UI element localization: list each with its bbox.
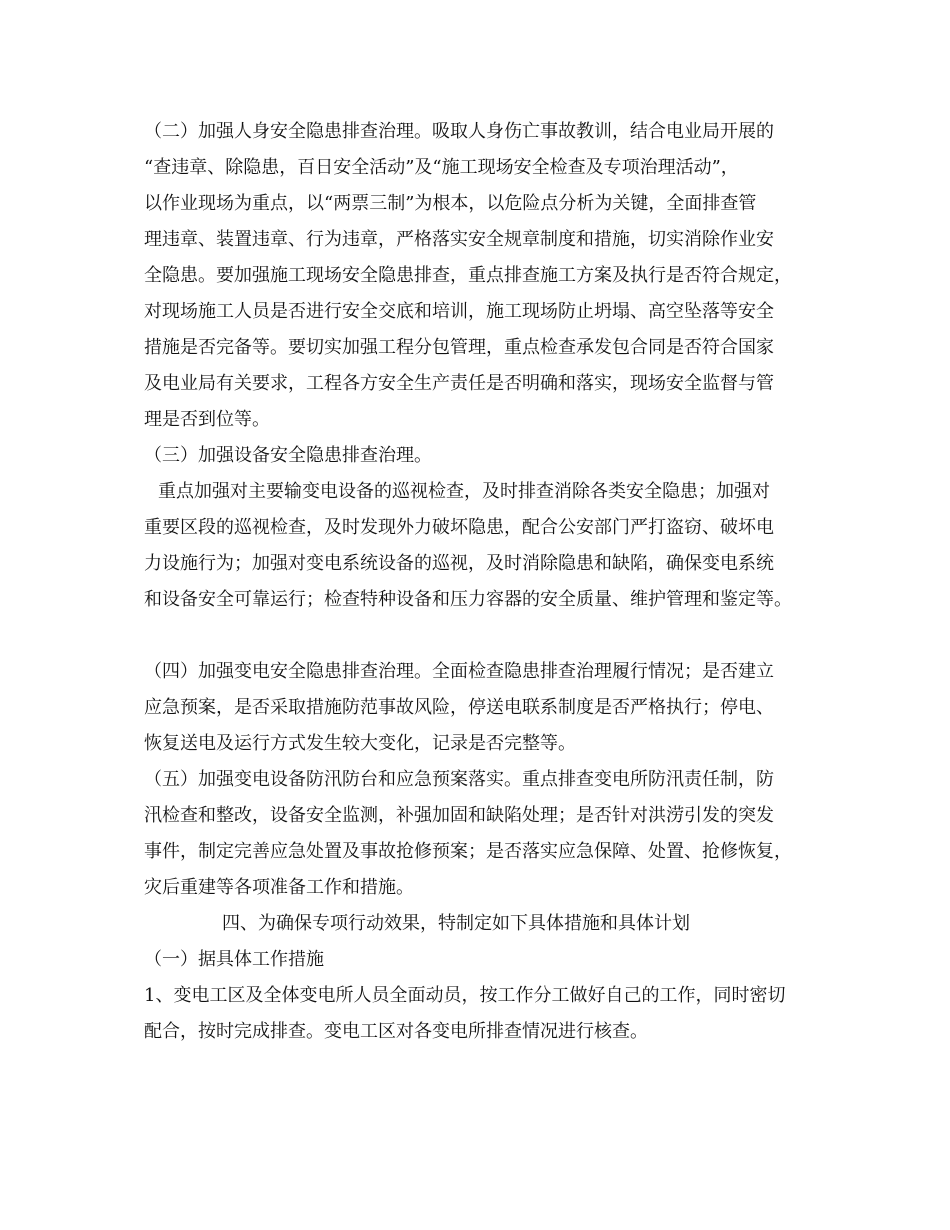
paragraph-line: 事件，制定完善应急处置及事故抢修预案；是否落实应急保障、处置、抢修恢复， bbox=[144, 841, 792, 862]
paragraph-line: 全隐患。要加强施工现场安全隐患排查，重点排查施工方案及执行是否符合规定， bbox=[144, 265, 792, 286]
paragraph-line: 恢复送电及运行方式发生较大变化，记录是否完整等。 bbox=[144, 733, 576, 754]
paragraph-line: （二）加强人身安全隐患排查治理。吸取人身伤亡事故教训，结合电业局开展的 bbox=[144, 121, 774, 142]
paragraph-line: 1、变电工区及全体变电所人员全面动员，按工作分工做好自己的工作，同时密切 bbox=[144, 985, 786, 1006]
section-title: 四、为确保专项行动效果，特制定如下具体措施和具体计划 bbox=[222, 913, 690, 934]
paragraph-spacer bbox=[144, 618, 812, 654]
paragraph-line: 对现场施工人员是否进行安全交底和培训，施工现场防止坍塌、高空坠落等安全 bbox=[144, 301, 774, 322]
paragraph-line: 及电业局有关要求，工程各方安全生产责任是否明确和落实，现场安全监督与管 bbox=[144, 373, 774, 394]
paragraph-line: 措施是否完备等。要切实加强工程分包管理，重点检查承发包合同是否符合国家 bbox=[144, 337, 774, 358]
section-heading: （三）加强设备安全隐患排查治理。 bbox=[144, 445, 432, 466]
paragraph-line: 力设施行为；加强对变电系统设备的巡视，及时消除隐患和缺陷，确保变电系统 bbox=[144, 553, 774, 574]
paragraph-line: 灾后重建等各项准备工作和措施。 bbox=[144, 877, 414, 898]
paragraph-line: 汛检查和整改，设备安全监测，补强加固和缺陷处理；是否针对洪涝引发的突发 bbox=[144, 805, 774, 826]
paragraph-line: 理违章、装置违章、行为违章，严格落实安全规章制度和措施，切实消除作业安 bbox=[144, 229, 774, 250]
paragraph-line: （五）加强变电设备防汛防台和应急预案落实。重点排查变电所防汛责任制，防 bbox=[144, 769, 774, 790]
paragraph-line: 以作业现场为重点，以“两票三制”为根本，以危险点分析为关键，全面排查管 bbox=[144, 193, 757, 214]
paragraph-line: 重点加强对主要输变电设备的巡视检查，及时排查消除各类安全隐患；加强对 bbox=[158, 481, 770, 502]
paragraph-line: 配合，按时完成排查。变电工区对各变电所排查情况进行核查。 bbox=[144, 1021, 648, 1042]
paragraph-line: （四）加强变电安全隐患排查治理。全面检查隐患排查治理履行情况；是否建立 bbox=[144, 661, 774, 682]
document-body bbox=[144, 114, 812, 1050]
paragraph-line: 理是否到位等。 bbox=[144, 409, 270, 430]
paragraph-line: “查违章、除隐患，百日安全活动”及“施工现场安全检查及专项治理活动”， bbox=[144, 157, 739, 178]
paragraph-line: 重要区段的巡视检查，及时发现外力破坏隐患，配合公安部门严打盗窃、破坏电 bbox=[144, 517, 774, 538]
paragraph-line: 应急预案，是否采取措施防范事故风险，停送电联系制度是否严格执行；停电、 bbox=[144, 697, 774, 718]
paragraph-line: 和设备安全可靠运行；检查特种设备和压力容器的安全质量、维护管理和鉴定等。 bbox=[144, 589, 792, 610]
subsection-heading: （一）据具体工作措施 bbox=[144, 949, 324, 970]
